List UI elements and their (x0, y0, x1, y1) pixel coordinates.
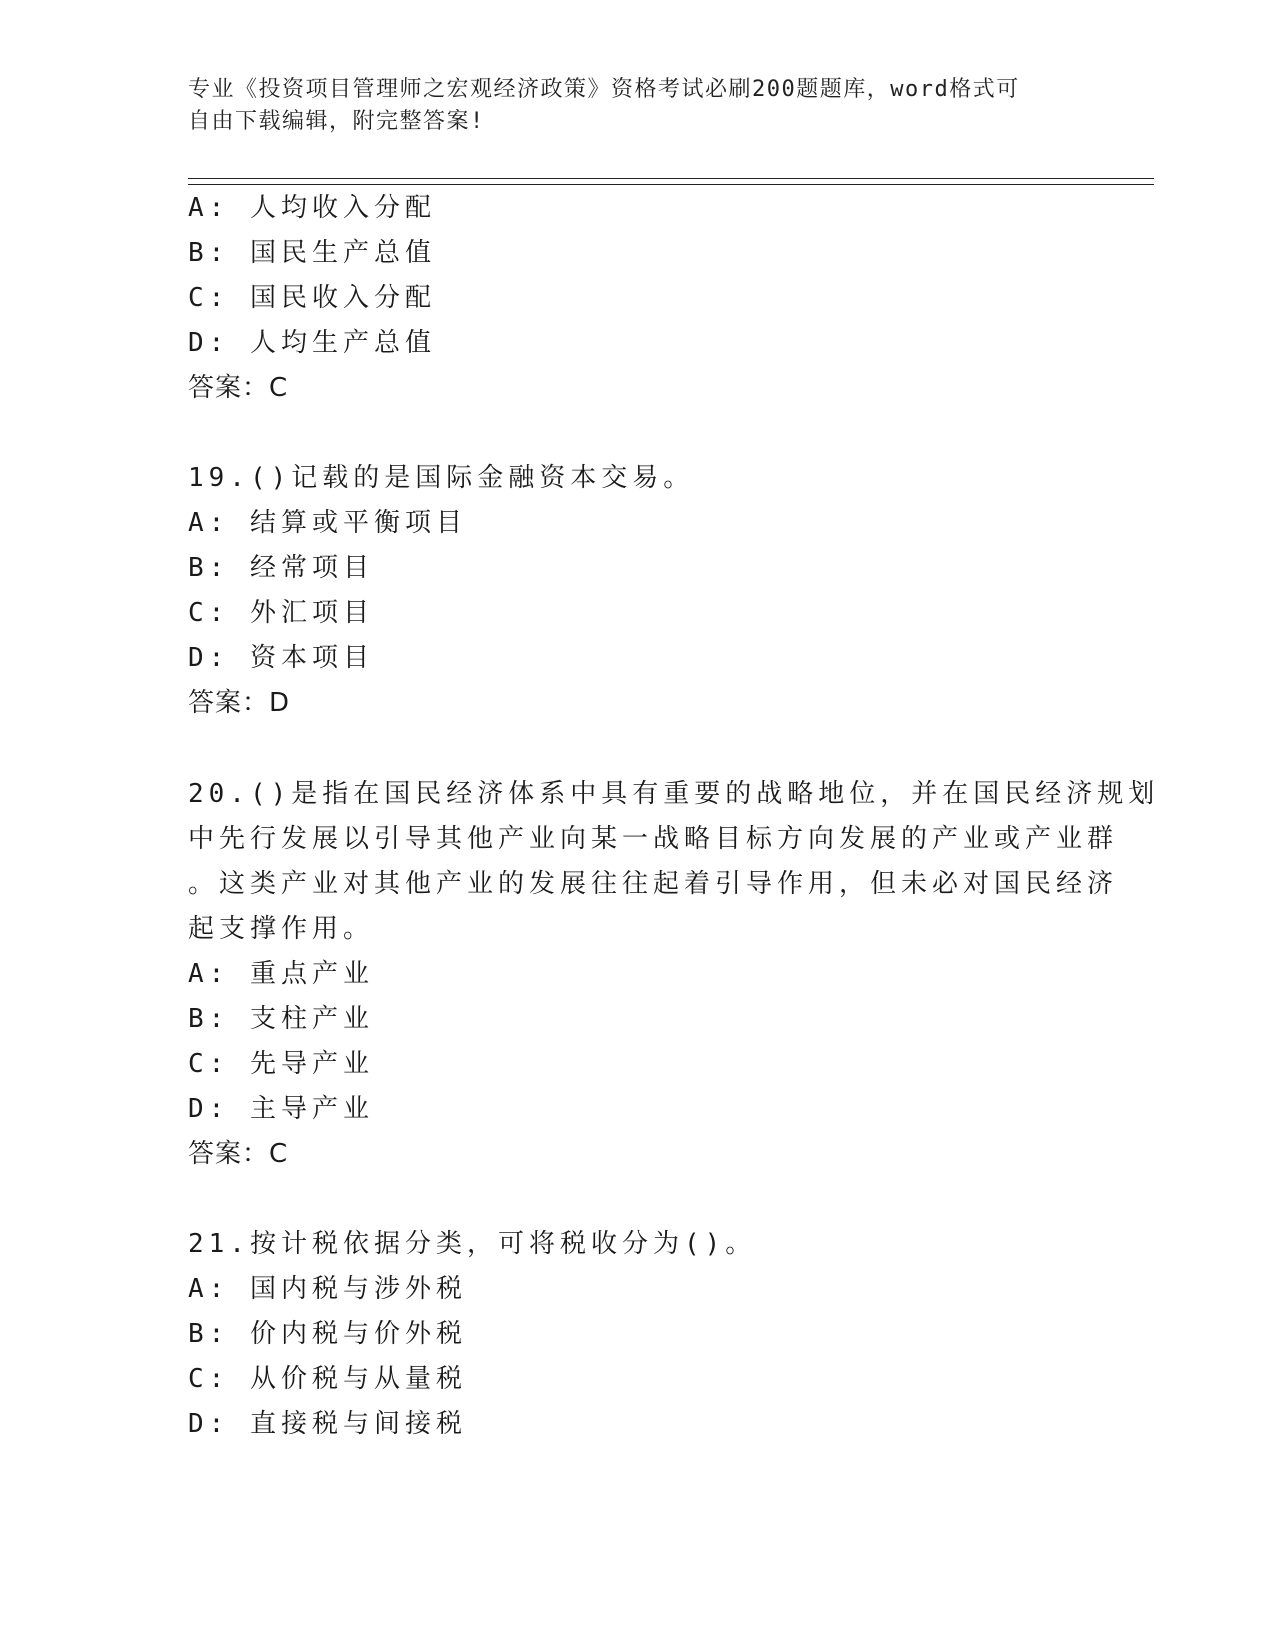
q18-option-a: A: 人均收入分配 (188, 193, 436, 223)
q20-answer: 答案：C (188, 1139, 289, 1169)
q20-stem-line-1: 20.()是指在国民经济体系中具有重要的战略地位，并在国民经济规划 (188, 779, 1160, 809)
q21-option-a: A: 国内税与涉外税 (188, 1274, 467, 1304)
q20-option-b: B: 支柱产业 (188, 1004, 374, 1034)
q19-option-d: D: 资本项目 (188, 643, 374, 673)
q19-answer: 答案：D (188, 688, 291, 718)
q20-stem-line-2: 中先行发展以引导其他产业向某一战略目标方向发展的产业或产业群 (188, 824, 1119, 854)
q20-option-a: A: 重点产业 (188, 959, 374, 989)
q18-option-d: D: 人均生产总值 (188, 328, 436, 358)
q18-answer: 答案：C (188, 373, 289, 403)
q19-stem: 19.()记载的是国际金融资本交易。 (188, 463, 695, 493)
q20-option-d: D: 主导产业 (188, 1094, 374, 1124)
q20-option-c: C: 先导产业 (188, 1049, 374, 1079)
document-header (188, 74, 1068, 138)
header-title-line-2: 自由下载编辑，附完整答案! (188, 109, 485, 134)
q18-option-b: B: 国民生产总值 (188, 238, 436, 268)
header-divider (188, 178, 1154, 185)
q21-option-c: C: 从价税与从量税 (188, 1364, 467, 1394)
q18-option-c: C: 国民收入分配 (188, 283, 436, 313)
header-title-line-1: 专业《投资项目管理师之宏观经济政策》资格考试必刷200题题库，word格式可 (188, 77, 1020, 102)
q20-stem-line-4: 起支撑作用。 (188, 914, 375, 944)
q20-stem-line-3: 。这类产业对其他产业的发展往往起着引导作用，但未必对国民经济 (188, 869, 1119, 899)
q19-option-c: C: 外汇项目 (188, 598, 374, 628)
q19-option-a: A: 结算或平衡项目 (188, 508, 467, 538)
q19-option-b: B: 经常项目 (188, 553, 374, 583)
q21-stem: 21.按计税依据分类，可将税收分为()。 (188, 1229, 757, 1259)
q21-option-b: B: 价内税与价外税 (188, 1319, 467, 1349)
q21-option-d: D: 直接税与间接税 (188, 1409, 467, 1439)
